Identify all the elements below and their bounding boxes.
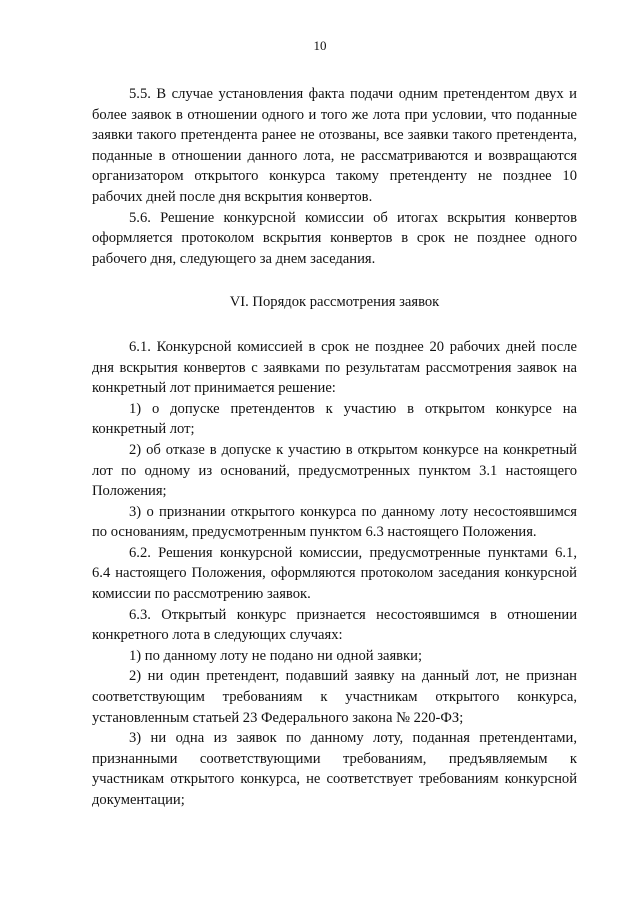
paragraph-5-5: 5.5. В случае установления факта подачи одним претендентом двух и более заявок в отношении одного и того же лота при условии, что поданные заявки такого претендента ранее не отозваны, все заявки такого претендента, поданные в отношении данного лота, не рассматриваются и возвращаются организатором открытого конкурса такому претенденту не позднее 10 рабочих дней после дня вскрытия конвертов. <box>92 86 577 205</box>
list-item-6-3-1: 1) по данному лоту не подано ни одной заявки; <box>129 647 423 664</box>
paragraph-6-2: 6.2. Решения конкурсной комиссии, предусмотренные пунктами 6.1, 6.4 настоящего Положения, оформляются протоколом заседания конкурсной комиссии по рассмотрению заявок. <box>92 544 577 603</box>
list-item-6-1-2: 2) об отказе в допуске к участию в открытом конкурсе на конкретный лот по одному из оснований, предусмотренных пунктом 3.1 настоящего Положения; <box>92 441 577 500</box>
list-item-6-1-3: 3) о признании открытого конкурса по данному лоту несостоявшимся по основаниям, предусмотренным пунктом 6.3 настоящего Положения. <box>92 503 577 541</box>
list-item-6-3-2: 2) ни один претендент, подавший заявку на данный лот, не признан соответствующим требованиям к участникам открытого конкурса, установленным статьей 23 Федерального закона № 220-ФЗ; <box>92 668 577 726</box>
list-item-6-3-3: 3) ни одна из заявок по данному лоту, поданная претендентами, признанными соответствующими требованиям, предъявляемым к участникам открытого конкурса, не соответствует требованиям конкурсной документации; <box>92 730 577 808</box>
page-number: 10 <box>313 38 327 53</box>
list-item-6-1-1: 1) о допуске претендентов к участию в открытом конкурсе на конкретный лот; <box>92 400 577 438</box>
paragraph-5-6: 5.6. Решение конкурсной комиссии об итогах вскрытия конвертов оформляется протоколом вскрытия конвертов в срок не позднее одного рабочего дня, следующего за днем заседания. <box>92 209 577 267</box>
paragraph-6-3: 6.3. Открытый конкурс признается несостоявшимся в отношении конкретного лота в следующих случаях: <box>92 606 577 644</box>
document-body <box>92 84 577 811</box>
section-heading: VI. Порядок рассмотрения заявок <box>229 294 440 311</box>
paragraph-6-1: 6.1. Конкурсной комиссией в срок не позднее 20 рабочих дней после дня вскрытия конвертов с заявками по результатам рассмотрения заявок на конкретный лот принимается решение: <box>92 338 577 397</box>
